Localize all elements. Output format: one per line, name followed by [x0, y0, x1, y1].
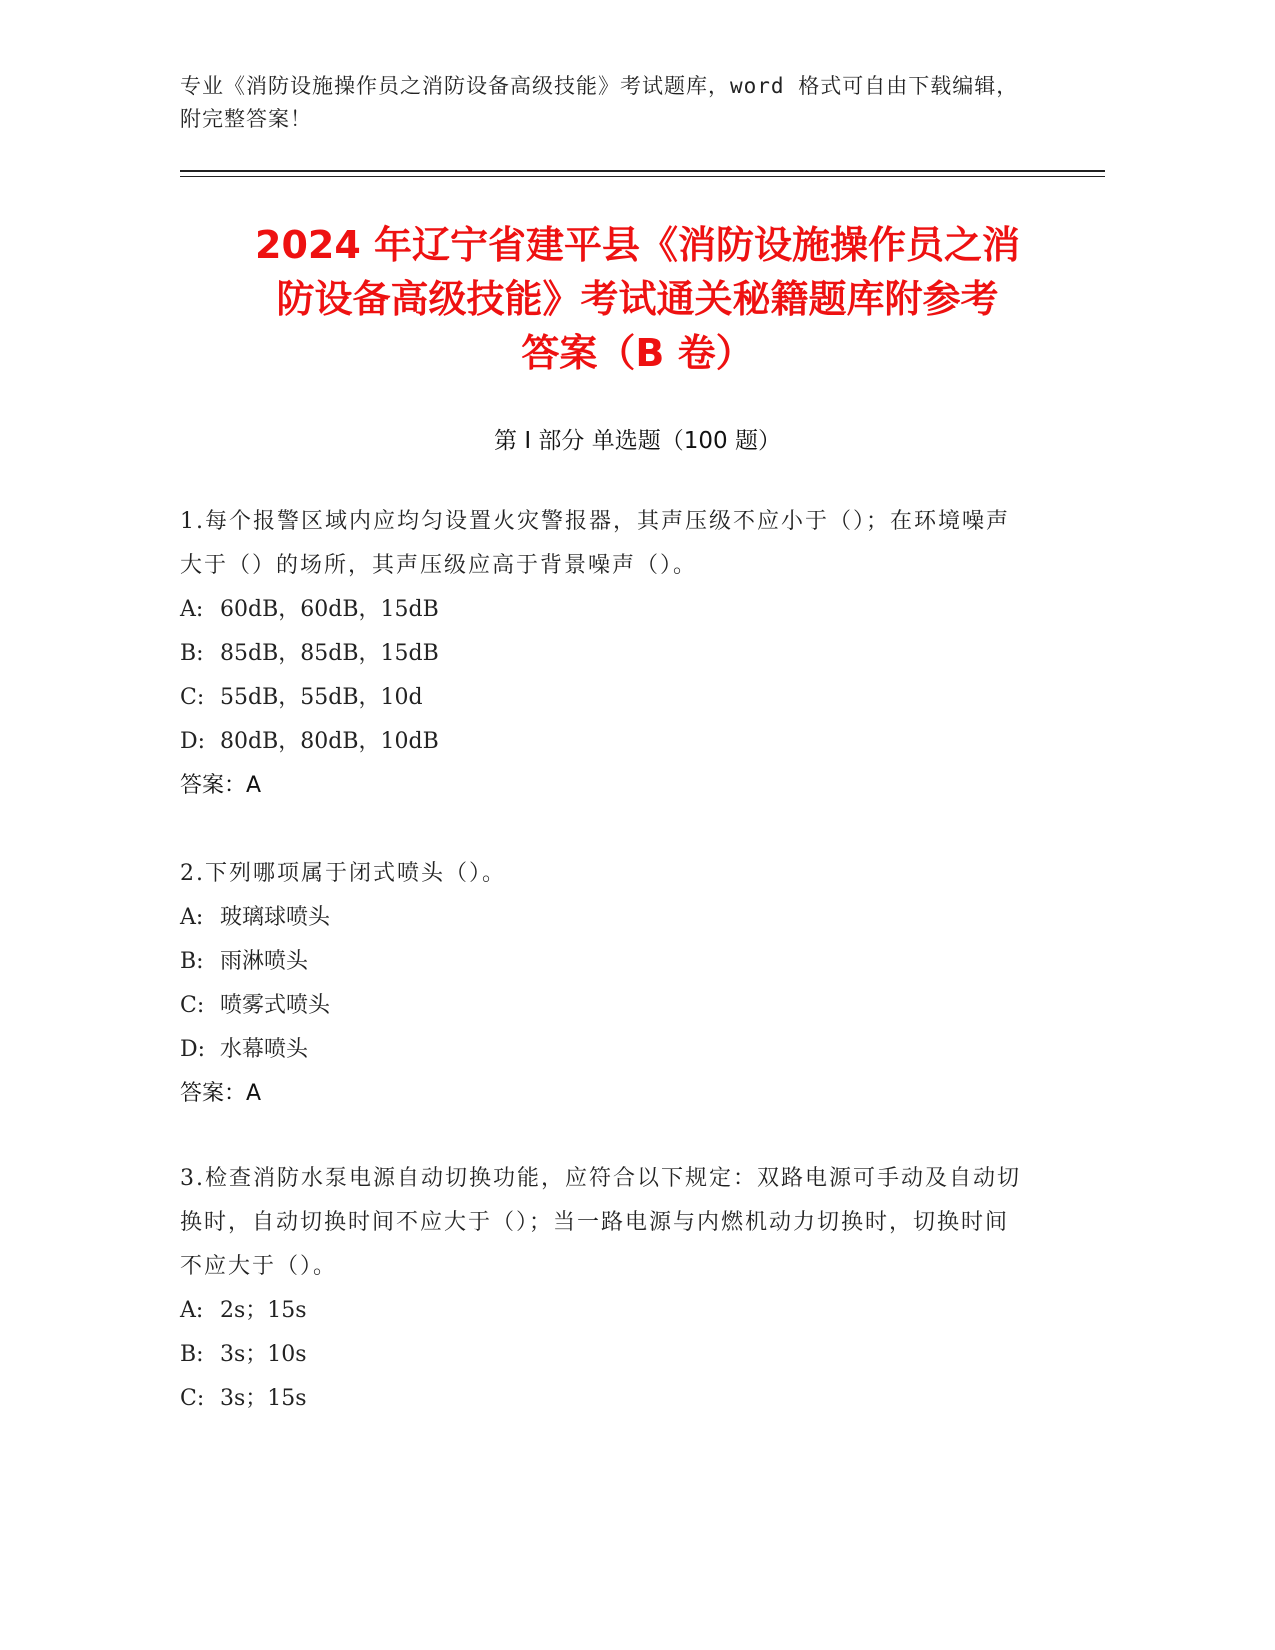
question-1 — [180, 500, 1030, 808]
option-b — [180, 1333, 1030, 1377]
option-letter: B: — [180, 949, 204, 974]
question-2 — [180, 852, 1030, 1116]
header-rule-thick — [180, 170, 1105, 172]
title-line-1: 2024 年辽宁省建平县《消防设施操作员之消 — [255, 223, 1020, 267]
option-text: 80dB，80dB，10dB — [220, 729, 439, 754]
option-text: 2s；15s — [220, 1298, 307, 1323]
title-line-3: 答案（B 卷） — [521, 331, 754, 375]
option-text: 3s；15s — [220, 1386, 307, 1411]
option-b — [180, 940, 1030, 984]
title-line-2: 防设备高级技能》考试通关秘籍题库附参考 — [276, 277, 999, 321]
answer-line: 答案：A — [180, 1081, 262, 1106]
question-stem: 3.检查消防水泵电源自动切换功能，应符合以下规定：双路电源可手动及自动切换时，自动切换时间不应大于（）；当一路电源与内燃机动力切换时，切换时间不应大于（）。 — [180, 1166, 1021, 1279]
question-stem: 1.每个报警区域内应均匀设置火灾警报器，其声压级不应小于（）；在环境噪声大于（）的场所，其声压级应高于背景噪声（）。 — [180, 509, 1010, 578]
option-a — [180, 1289, 1030, 1333]
question-3 — [180, 1157, 1030, 1421]
option-c — [180, 676, 1030, 720]
option-letter: C: — [180, 685, 205, 710]
option-text: 玻璃球喷头 — [220, 905, 331, 930]
option-text: 60dB，60dB，15dB — [220, 597, 439, 622]
option-text: 55dB，55dB，10d — [220, 685, 423, 710]
question-stem: 2.下列哪项属于闭式喷头（）。 — [180, 861, 506, 886]
option-a — [180, 896, 1030, 940]
option-letter: A: — [180, 597, 204, 622]
option-text: 雨淋喷头 — [220, 949, 309, 974]
option-letter: A: — [180, 1298, 204, 1323]
answer-line: 答案：A — [180, 773, 262, 798]
option-text: 85dB，85dB，15dB — [220, 641, 439, 666]
option-text: 喷雾式喷头 — [220, 993, 331, 1018]
header-rule-thin — [180, 176, 1105, 177]
option-letter: D: — [180, 1037, 206, 1062]
option-text: 3s；10s — [220, 1342, 307, 1367]
option-c — [180, 1377, 1030, 1421]
option-letter: C: — [180, 993, 205, 1018]
option-c — [180, 984, 1030, 1028]
option-b — [180, 632, 1030, 676]
option-letter: D: — [180, 729, 206, 754]
option-text: 水幕喷头 — [220, 1037, 309, 1062]
option-letter: A: — [180, 905, 204, 930]
option-letter: B: — [180, 1342, 204, 1367]
option-d — [180, 720, 1030, 764]
option-letter: C: — [180, 1386, 205, 1411]
document-title — [150, 218, 1125, 380]
option-d — [180, 1028, 1030, 1072]
option-letter: B: — [180, 641, 204, 666]
section-heading: 第 I 部分 单选题（100 题） — [494, 428, 781, 454]
option-a — [180, 588, 1030, 632]
header-note: 专业《消防设施操作员之消防设备高级技能》考试题库，word 格式可自由下载编辑，附完整答案！ — [180, 74, 1019, 131]
